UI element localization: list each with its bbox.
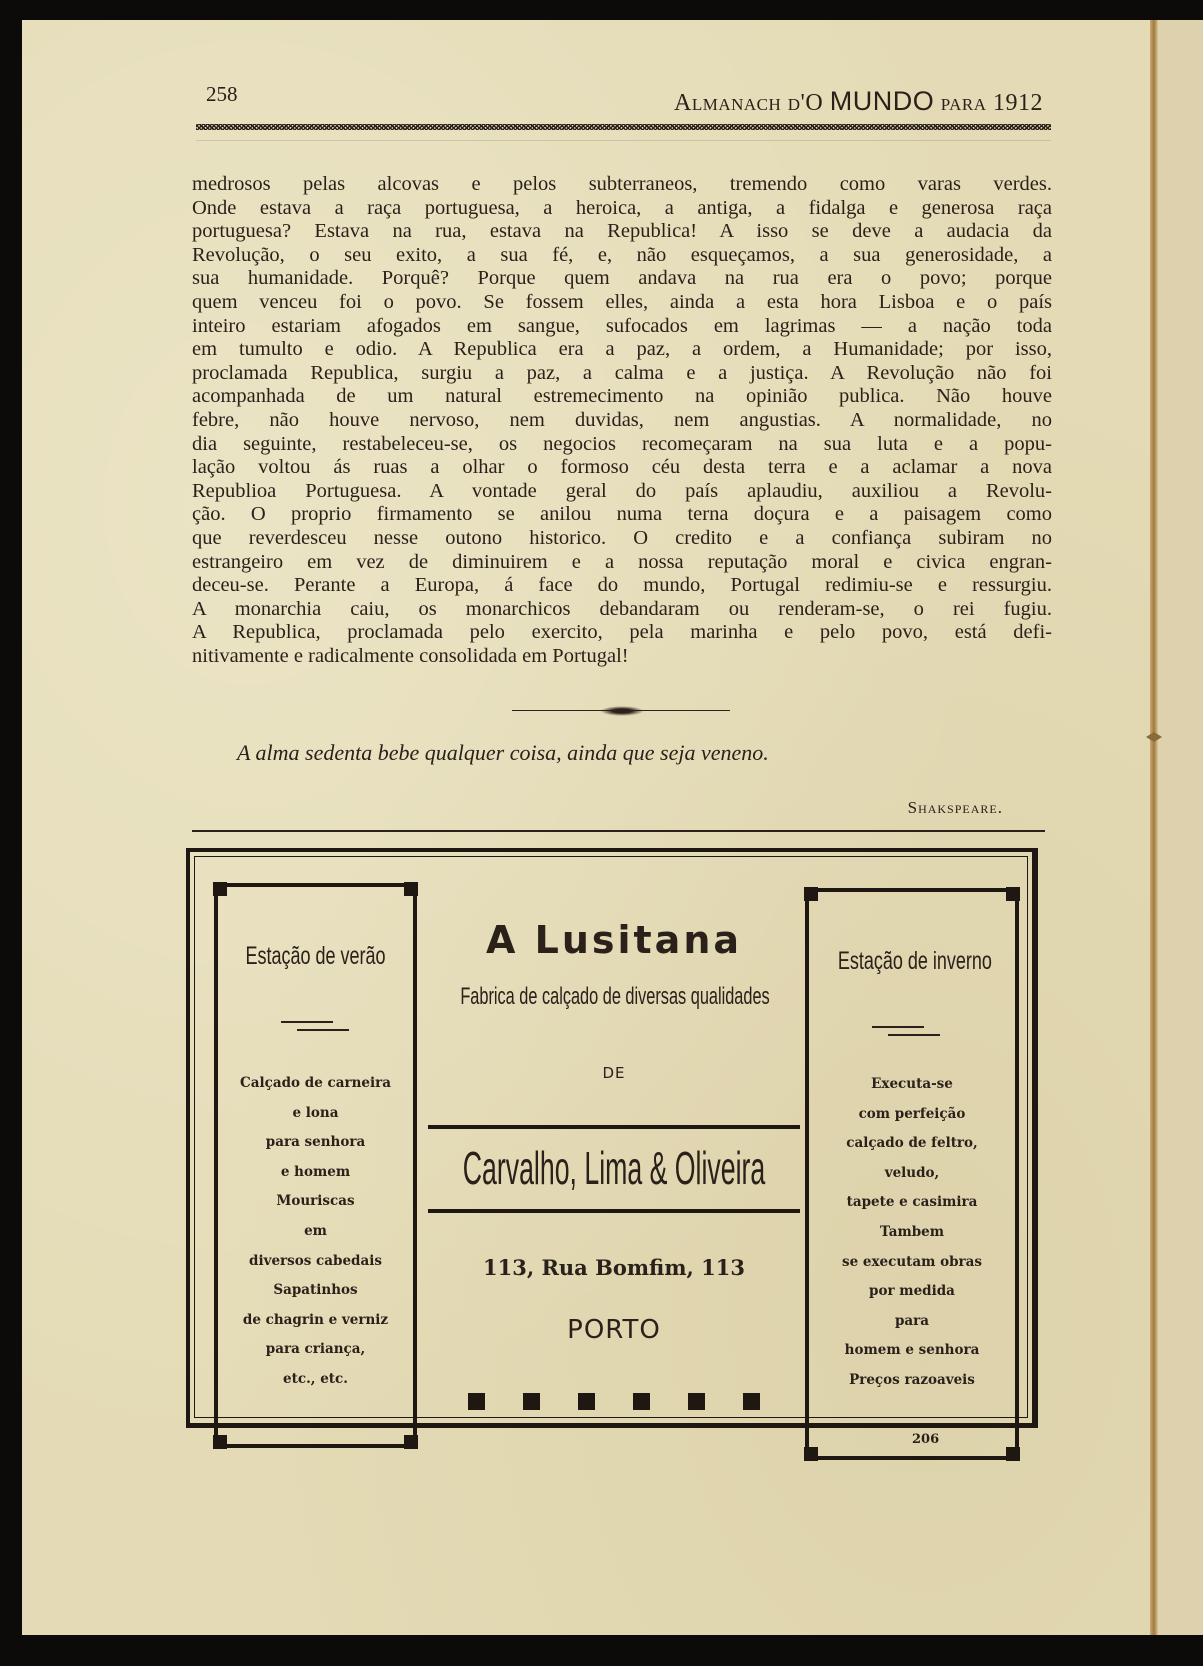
winter-products-list [809,1070,1015,1396]
list-item: de chagrin e verniz [242,1311,389,1328]
wavy-header-rule [196,124,1051,130]
list-item: diversos cabedais [249,1252,382,1269]
book-spine [1150,20,1158,1635]
body-line: quem venceu foi o povo. Se fossem elles, ainda a esta hora Lisboa e o país [192,290,1052,313]
corner-ornament-icon [804,1447,818,1461]
body-line: Republioa Portuguesa. A vontade geral do país aplaudiu, auxiliou a Revolu- [192,479,1052,502]
list-item: Preços razoaveis [849,1371,975,1388]
square-icon [578,1393,595,1410]
epigraph-quote: A alma sedenta bebe qualquer coisa, ainda que seja veneno. [237,740,769,765]
decorative-dashes [809,1026,1015,1038]
list-item: Mouriscas [276,1193,355,1210]
list-item: com perfeição [858,1105,966,1122]
running-header [198,82,1043,122]
square-icon [468,1393,485,1410]
body-line: ção. O proprio firmamento se anilou numa terna doçura e a paisagem como [192,503,1052,526]
list-item: tapete e casimira [846,1194,978,1211]
de-label: DE [602,1064,626,1082]
winter-season-title: Estação de inverno [837,947,992,975]
corner-ornament-icon [404,882,418,896]
square-icon [523,1393,540,1410]
list-item: Executa-se [871,1076,953,1092]
running-title-prefix: Almanach d'O [673,90,824,116]
list-item: homem e senhora [844,1342,980,1359]
list-item: para senhora [265,1134,366,1151]
body-line: A Republica, proclamada pelo exercito, pela marinha e pelo povo, está defi- [192,621,1052,644]
decorative-dashes [218,1021,413,1033]
corner-ornament-icon [1006,1447,1020,1461]
list-item: Tambem [879,1223,945,1240]
list-item: por medida [869,1283,955,1300]
body-line: inteiro estariam afogados em sangue, sufocados em lagrimas — a nação toda [192,314,1052,337]
body-line: portuguesa? Estava na rua, estava na Republica! A isso se deve a audacia da [192,220,1052,243]
decorative-squares [468,1393,760,1410]
body-line: dia seguinte, restabeleceu-se, os negocios recomeçaram na sua luta e a popu- [192,432,1052,455]
article-body [192,173,1052,668]
body-line: estrangeiro em vez de diminuirem e a nossa reputação moral e civica engran- [192,550,1052,573]
body-line: nitivamente e radicalmente consolidada em Portugal! [192,644,629,667]
corner-ornament-icon [1006,887,1020,901]
separator-rule [192,830,1045,832]
body-line: A monarchia caiu, os monarchicos debandaram ou renderam-se, o rei fugiu. [192,597,1052,620]
advertisement-code: 206 [912,1432,940,1447]
summer-season-box [214,883,417,1448]
body-line: em tumulto e odio. A Republica era a paz, a ordem, a Humanidade; por isso, [192,338,1052,361]
corner-ornament-icon [213,882,227,896]
body-line: lação voltou ás ruas a olhar o formoso céu desta terra e a aclamar a nova [192,456,1052,479]
summer-season-title: Estação de verão [245,942,386,970]
running-title [674,86,1043,117]
body-line: medrosos pelas alcovas e pelos subterraneos, tremendo como varas verdes. [192,173,1052,195]
body-line: deceu-se. Perante a Europa, á face do mundo, Portugal redimiu-se e ressurgiu. [192,574,1052,597]
square-icon [743,1393,760,1410]
section-ornament-icon [512,706,730,716]
page-number: 258 [206,82,238,106]
square-icon [688,1393,705,1410]
body-line: Onde estava a raça portuguesa, a heroica, a antiga, a fidalga e generosa raça [192,196,1052,219]
advertisement-center [428,883,800,1423]
street-address: 113, Rua Bomfim, 113 [482,1255,746,1280]
ornament-center [600,706,644,716]
list-item: veludo, [884,1164,940,1181]
city-name: PORTO [567,1315,661,1345]
list-item: em [304,1222,327,1239]
list-item: para criança, [265,1341,366,1358]
winter-season-box [805,888,1019,1460]
firm-name: Carvalho, Lima & Oliveira [462,1142,766,1194]
running-title-suffix: para 1912 [940,90,1043,116]
facing-page-edge [1158,20,1203,1635]
body-line: sua humanidade. Porquê? Porque quem andava na rua era o povo; porque [192,267,1052,290]
body-line: que reverdesceu nesse outono historico. O credito e a confiança subiram no [192,526,1052,549]
brand-tagline: Fabrica de calçado de diversas qualidades [460,983,770,1010]
summer-products-list [218,1069,413,1395]
thick-rule [428,1209,800,1213]
body-line: acompanhada de um natural estremecimento na opinião publica. Não houve [192,385,1052,408]
corner-ornament-icon [804,887,818,901]
quote-author: Shakspeare. [907,798,1003,817]
square-icon [633,1393,650,1410]
body-line: proclamada Republica, surgiu a paz, a calma e a justiça. A Revolução não foi [192,361,1052,384]
list-item: Calçado de carneira [240,1075,391,1091]
list-item: e lona [292,1104,339,1121]
list-item: calçado de feltro, [846,1135,978,1152]
list-item: etc., etc. [283,1370,348,1387]
faint-rule [196,140,1051,141]
list-item: Sapatinhos [273,1282,358,1299]
brand-name: A Lusitana [485,918,743,962]
list-item: se executam obras [841,1253,983,1270]
corner-ornament-icon [404,1435,418,1449]
list-item: para [894,1312,930,1329]
body-line: febre, não houve nervoso, nem duvidas, nem angustias. A normalidade, no [192,408,1052,431]
list-item: e homem [280,1163,351,1180]
running-title-main: MUNDO [829,86,935,116]
corner-ornament-icon [213,1435,227,1449]
body-line: Revolução, o seu exito, a sua fé, e, não esqueçamos, a sua generosidade, a [192,243,1052,266]
